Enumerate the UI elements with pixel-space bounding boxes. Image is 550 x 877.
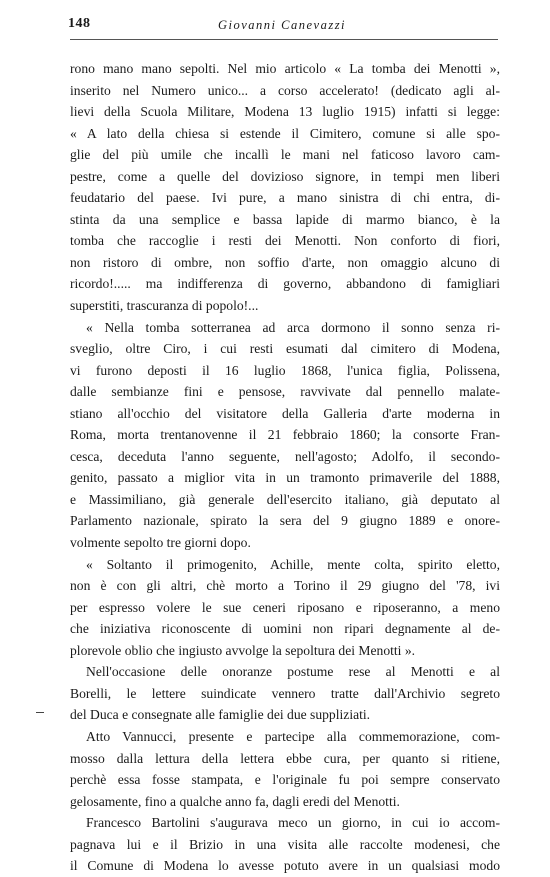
- text-line: Parlamento nazionale, spirato la sera del 9 giugno 1889 e onore-: [70, 513, 500, 529]
- text-line: superstiti, trascuranza di popolo!...: [70, 298, 259, 314]
- text-line: « A lato della chiesa si estende il Cimitero, comune si alle spo-: [70, 125, 500, 141]
- text-line: pagnava lui e il Brizio in una visita alle raccolte modenesi, che: [70, 836, 500, 852]
- text-line: lievi della Scuola Militare, Modena 13 luglio 1915) infatti si legge:: [70, 104, 500, 120]
- text-line: stiano all'occhio del visitatore della Galleria d'arte moderna in: [70, 405, 500, 421]
- text-line: non è con gli altri, chè morto a Torino il 29 giugno del '78, ivi: [70, 578, 500, 594]
- text-line: Borelli, le lettere suindicate vennero tratte dall'Archivio segreto: [70, 685, 500, 701]
- text-line: tomba che raccoglie i resti dei Menotti. Non conforto di fiori,: [70, 233, 500, 249]
- text-line: « Nella tomba sotterranea ad arca dormono il sonno senza ri-: [86, 319, 500, 335]
- text-line: Roma, morta trentanovenne il 21 febbraio 1860; la consorte Fran-: [70, 427, 500, 443]
- text-line: glie del più umile che incallì le mani nel faticoso lavoro cam-: [70, 147, 500, 163]
- header-rule: [70, 39, 498, 40]
- text-line: stinta da una semplice e bassa lapide di marmo bianco, è la: [70, 211, 500, 227]
- text-line: che iniziativa riconoscente di uomini non ripari degnamente al de-: [70, 621, 500, 637]
- text-line: « Soltanto il primogenito, Achille, mente colta, spirito eletto,: [86, 556, 500, 572]
- text-line: e Massimiliano, già generale dell'esercito italiano, già deputato al: [70, 491, 500, 507]
- text-line: rono mano mano sepolti. Nel mio articolo « La tomba dei Menotti »,: [70, 61, 500, 76]
- text-line: cesca, deceduta l'anno seguente, nell'agosto; Adolfo, il secondo-: [70, 448, 500, 464]
- text-line: mosso dalla lettura della lettera ebbe cura, per quanto si ritiene,: [70, 750, 500, 766]
- text-line: sveglio, oltre Ciro, i cui resti esumati dal cimitero di Modena,: [70, 341, 500, 357]
- body-text: [70, 58, 500, 877]
- text-line: inserito nel Numero unico... a corso accelerato! (dedicato agli al-: [70, 82, 500, 98]
- text-line: vi furono deposti il 16 luglio 1868, l'unica figlia, Polissena,: [70, 362, 500, 378]
- text-line: Atto Vannucci, presente e partecipe alla commemorazione, com-: [86, 728, 500, 744]
- text-line: plorevole oblio che ingiusto avvolge la sepoltura dei Menotti ».: [70, 642, 416, 658]
- text-line: Nell'occasione delle onoranze postume rese al Menotti e al: [86, 664, 500, 680]
- text-line: il Comune di Modena lo avesse potuto avere in un qualsiasi modo: [70, 858, 500, 874]
- text-line: ricordo!..... ma indifferenza di governo, abbandono di famigliari: [70, 276, 500, 292]
- running-head: Giovanni Canevazzi: [218, 18, 347, 32]
- margin-mark: [36, 712, 44, 713]
- text-line: non ristoro di ombre, non soffio d'arte, non omaggio alcuno di: [70, 254, 500, 270]
- text-line: dalle sembianze fini e pensose, ravvivate dal pennello malate-: [70, 384, 500, 400]
- text-line: pestre, come a quelle del dovizioso signore, in tempi men liberi: [70, 168, 500, 184]
- text-line: gelosamente, fino a qualche anno fa, dagli eredi del Menotti.: [70, 793, 400, 809]
- text-line: perchè essa fosse stampata, e l'originale fu poi sempre conservato: [70, 772, 500, 788]
- page-number: 148: [68, 16, 91, 31]
- text-line: Francesco Bartolini s'augurava meco un giorno, in cui io accom-: [86, 815, 500, 831]
- page-header: [68, 16, 488, 36]
- text-line: del Duca e consegnate alle famiglie dei due suppliziati.: [70, 707, 371, 723]
- text-line: volmente sepolto tre giorni dopo.: [70, 535, 251, 551]
- text-line: genito, passato a miglior vita in un tramonto primaverile del 1888,: [70, 470, 500, 486]
- text-line: feudatario del paese. Ivi pure, a mano sinistra di chi entra, di-: [70, 190, 500, 206]
- text-line: per espresso volere le sue ceneri riposano e riposeranno, a meno: [70, 599, 500, 615]
